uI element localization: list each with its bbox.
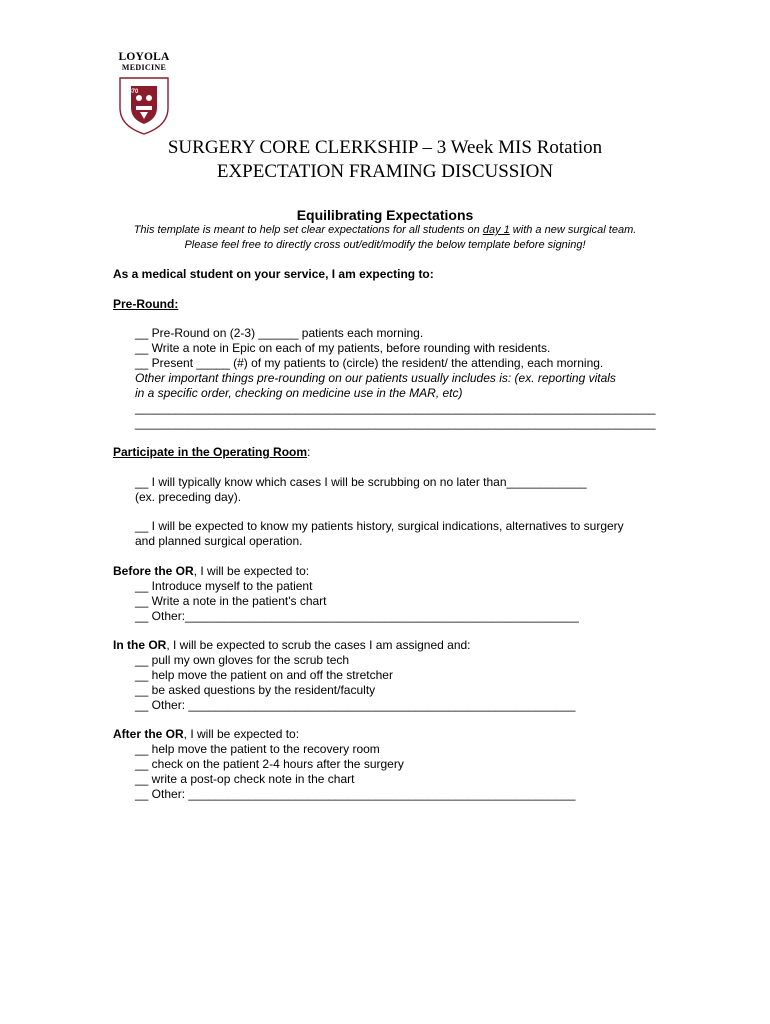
before-or-label: Before the OR: [113, 564, 194, 578]
before-or-item: __ Write a note in the patient's chart: [135, 594, 327, 608]
after-or-item: __ write a post-op check note in the chart: [135, 772, 355, 786]
section-heading: Equilibrating Expectations: [296, 207, 474, 223]
preround-item: __ Pre-Round on (2-3) ______ patients each morning.: [135, 326, 424, 340]
logo-name: LOYOLA: [118, 51, 170, 63]
preround-item: __ Present _____ (#) of my patients to (circle) the resident/ the attending, each morning.: [135, 356, 604, 370]
in-or-label: In the OR: [113, 638, 167, 652]
preround-item: __ Write a note in Epic on each of my patients, before rounding with residents.: [135, 341, 551, 355]
intro-line-2: Please feel free to directly cross out/edit/modify the below template before signing!: [184, 239, 586, 251]
after-or-item: __ Other: __________________________________________________________: [135, 787, 576, 801]
or-expected-line-2: and planned surgical operation.: [135, 534, 303, 548]
before-or-item: __ Introduce myself to the patient: [135, 579, 313, 593]
in-or-item: __ pull my own gloves for the scrub tech: [135, 653, 350, 667]
in-or-item: __ Other: __________________________________________________________: [135, 698, 576, 712]
or-title: [113, 445, 310, 460]
logo-seal-icon: [114, 74, 174, 136]
preround-title: Pre-Round:: [113, 297, 179, 311]
or-know-line-1: __ I will typically know which cases I will be scrubbing on no later than____________: [135, 475, 587, 489]
in-or-lead: [113, 638, 471, 653]
before-or-lead: [113, 564, 309, 579]
title-line-2: EXPECTATION FRAMING DISCUSSION: [216, 161, 554, 182]
in-or-text: , I will be expected to scrub the cases I am assigned and:: [166, 638, 471, 652]
in-or-item: __ be asked questions by the resident/faculty: [135, 683, 376, 697]
intro-text-a: This template is meant to help set clear expectations for all students on: [133, 224, 483, 236]
or-know-line-2: (ex. preceding day).: [135, 490, 242, 504]
preround-blank-line: ______________________________________________________________________________: [135, 401, 656, 415]
after-or-lead: [113, 727, 299, 742]
loyola-medicine-logo: [113, 52, 175, 136]
after-or-label: After the OR: [113, 727, 184, 741]
after-or-item: __ check on the patient 2-4 hours after the surgery: [135, 757, 404, 771]
after-or-item: __ help move the patient to the recovery room: [135, 742, 380, 756]
logo-year: 1870: [125, 89, 139, 95]
expecting-statement: As a medical student on your service, I am expecting to:: [113, 267, 434, 281]
before-or-item: __ Other:___________________________________________________________: [135, 609, 579, 623]
intro-text-b: with a new surgical team.: [509, 224, 637, 236]
before-or-text: , I will be expected to:: [193, 564, 310, 578]
intro-day-1: day 1: [482, 224, 510, 236]
preround-other-line-1: Other important things pre-rounding on our patients usually includes is: (ex. reporting vitals: [135, 371, 616, 385]
preround-other-line-2: in a specific order, checking on medicine use in the MAR, etc): [135, 386, 463, 400]
or-title-colon: :: [307, 445, 311, 459]
or-title-text: Participate in the Operating Room: [113, 445, 308, 459]
or-expected-line-1: __ I will be expected to know my patients history, surgical indications, alternatives to surgery: [135, 519, 624, 533]
title-line-1: SURGERY CORE CLERKSHIP – 3 Week MIS Rotation: [167, 137, 603, 158]
logo-subname: MEDICINE: [121, 63, 167, 72]
after-or-text: , I will be expected to:: [183, 727, 300, 741]
intro-line-1: [0, 223, 770, 238]
preround-blank-line: ______________________________________________________________________________: [135, 416, 656, 430]
in-or-item: __ help move the patient on and off the stretcher: [135, 668, 393, 682]
